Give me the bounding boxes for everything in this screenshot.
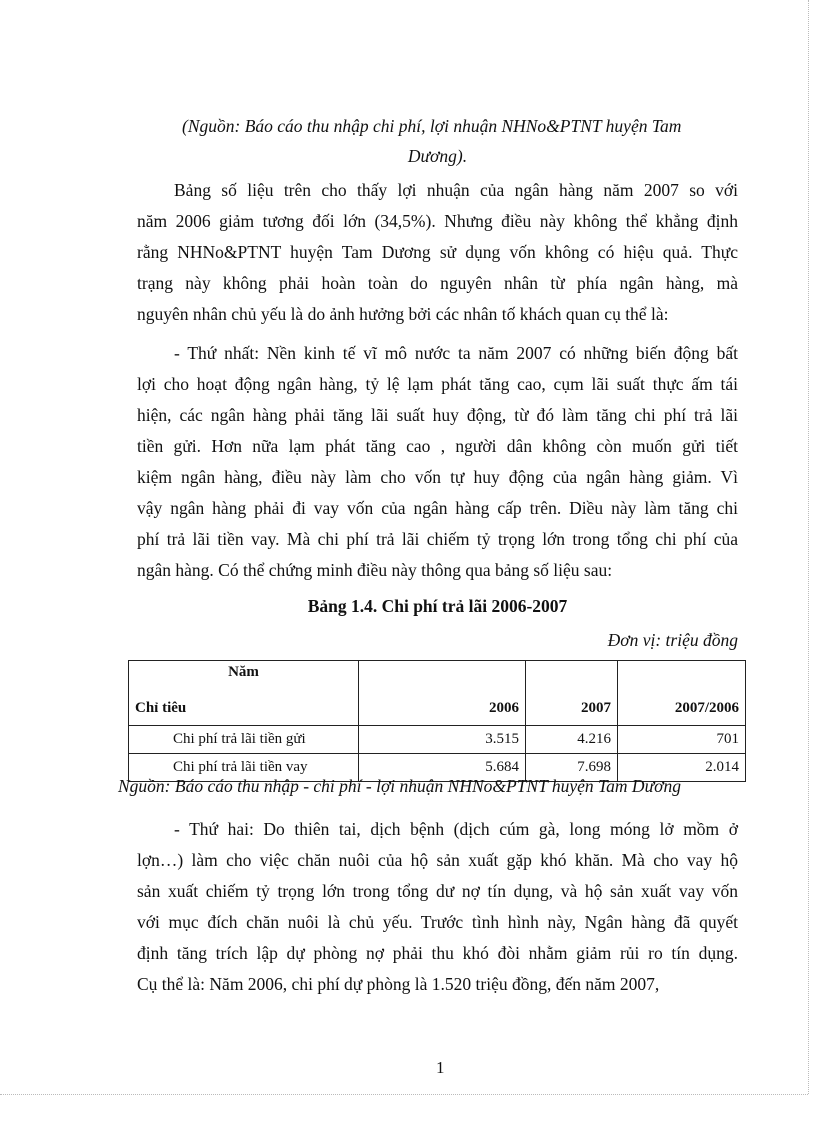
- header-cell: 2006: [359, 661, 526, 726]
- source-caption-line: Dương).: [407, 146, 468, 166]
- table-source: Nguồn: Báo cáo thu nhập - chi phí - lợi nhuận NHNo&PTNT huyện Tam Dương: [118, 776, 681, 796]
- paragraph-line: định tăng trích lập dự phòng nợ phải thu khó đòi nhằm giảm rủi ro tín dụng.: [137, 943, 738, 963]
- paragraph-line: trạng này không phải hoàn toàn do nguyên nhân từ phía ngân hàng, mà: [137, 273, 738, 293]
- paragraph-line: với mục đích chăn nuôi là chủ yếu. Trước tình hình này, Ngân hàng đã quyết: [137, 912, 738, 932]
- table-cell: 3.515: [359, 726, 526, 754]
- paragraph-line: Bảng số liệu trên cho thấy lợi nhuận của ngân hàng năm 2007 so với: [174, 180, 738, 200]
- source-caption-line: (Nguồn: Báo cáo thu nhập chi phí, lợi nhuận NHNo&PTNT huyện Tam: [182, 116, 682, 136]
- paragraph-line: hiện, các ngân hàng phải tăng lãi suất huy động, từ đó làm tăng chi phí trả lãi: [137, 405, 738, 425]
- table-header-row: [129, 661, 746, 726]
- table-cell: 2.014: [618, 754, 746, 782]
- paragraph-line: năm 2006 giảm tương đối lớn (34,5%). Nhưng điều này không thể khẳng định: [137, 211, 738, 231]
- paragraph-line: nguyên nhân chủ yếu là do ảnh hưởng bởi các nhân tố khách quan cụ thể là:: [137, 304, 669, 324]
- paragraph-line: phí trả lãi tiền vay. Mà chi phí trả lãi chiếm tỷ trọng lớn trong tổng chi phí của: [137, 529, 738, 549]
- paragraph-line: lợn…) làm cho việc chăn nuôi của hộ sản xuất gặp khó khăn. Mà cho vay hộ: [137, 850, 738, 870]
- table-cell: 5.684: [359, 754, 526, 782]
- header-cell: 2007: [526, 661, 618, 726]
- row-label: Chi phí trả lãi tiền vay: [129, 754, 359, 782]
- page-border-right: [808, 0, 809, 1094]
- paragraph-line: lợi cho hoạt động ngân hàng, tỷ lệ lạm phát tăng cao, cụm lãi suất thực ấm tái: [137, 374, 738, 394]
- table-cell: 7.698: [526, 754, 618, 782]
- row-label: Chi phí trả lãi tiền gửi: [129, 726, 359, 754]
- paragraph-line: vậy ngân hàng phải đi vay vốn của ngân hàng cấp trên. Diều này làm tăng chi: [137, 498, 738, 518]
- paragraph-line: sản xuất chiếm tỷ trọng lớn trong tổng dư nợ tín dụng, và hộ sản xuất vay vốn: [137, 881, 738, 901]
- paragraph-line: - Thứ hai: Do thiên tai, dịch bệnh (dịch cúm gà, long móng lở mồm ở: [174, 819, 738, 839]
- table-unit: Đơn vị: triệu đồng: [607, 630, 738, 650]
- paragraph-line: kiệm ngân hàng, điều này làm cho vốn tự huy động của ngân hàng giảm. Vì: [137, 467, 738, 487]
- paragraph-line: - Thứ nhất: Nền kinh tế vĩ mô nước ta năm 2007 có những biến động bất: [174, 343, 738, 363]
- page-border-bottom: [0, 1094, 808, 1095]
- table-cell: 701: [618, 726, 746, 754]
- table-cell: 4.216: [526, 726, 618, 754]
- interest-cost-table: [128, 660, 746, 782]
- table-row: [129, 726, 746, 754]
- paragraph-line: tiền gửi. Hơn nữa lạm phát tăng cao , người dân không còn muốn gửi tiết: [137, 436, 738, 456]
- paragraph-line: Cụ thể là: Năm 2006, chi phí dự phòng là 1.520 triệu đồng, đến năm 2007,: [137, 974, 660, 994]
- header-cell-indicator: [129, 661, 359, 726]
- header-year-label: Năm: [228, 664, 259, 680]
- header-indicator-label: Chỉ tiêu: [135, 700, 187, 716]
- table-title: Bảng 1.4. Chi phí trả lãi 2006-2007: [307, 596, 568, 616]
- paragraph-line: rằng NHNo&PTNT huyện Tam Dương sử dụng vốn không có hiệu quả. Thực: [137, 242, 738, 262]
- page-number: 1: [436, 1058, 445, 1077]
- header-cell: 2007/2006: [618, 661, 746, 726]
- paragraph-line: ngân hàng. Có thể chứng minh điều này thông qua bảng số liệu sau:: [137, 560, 613, 580]
